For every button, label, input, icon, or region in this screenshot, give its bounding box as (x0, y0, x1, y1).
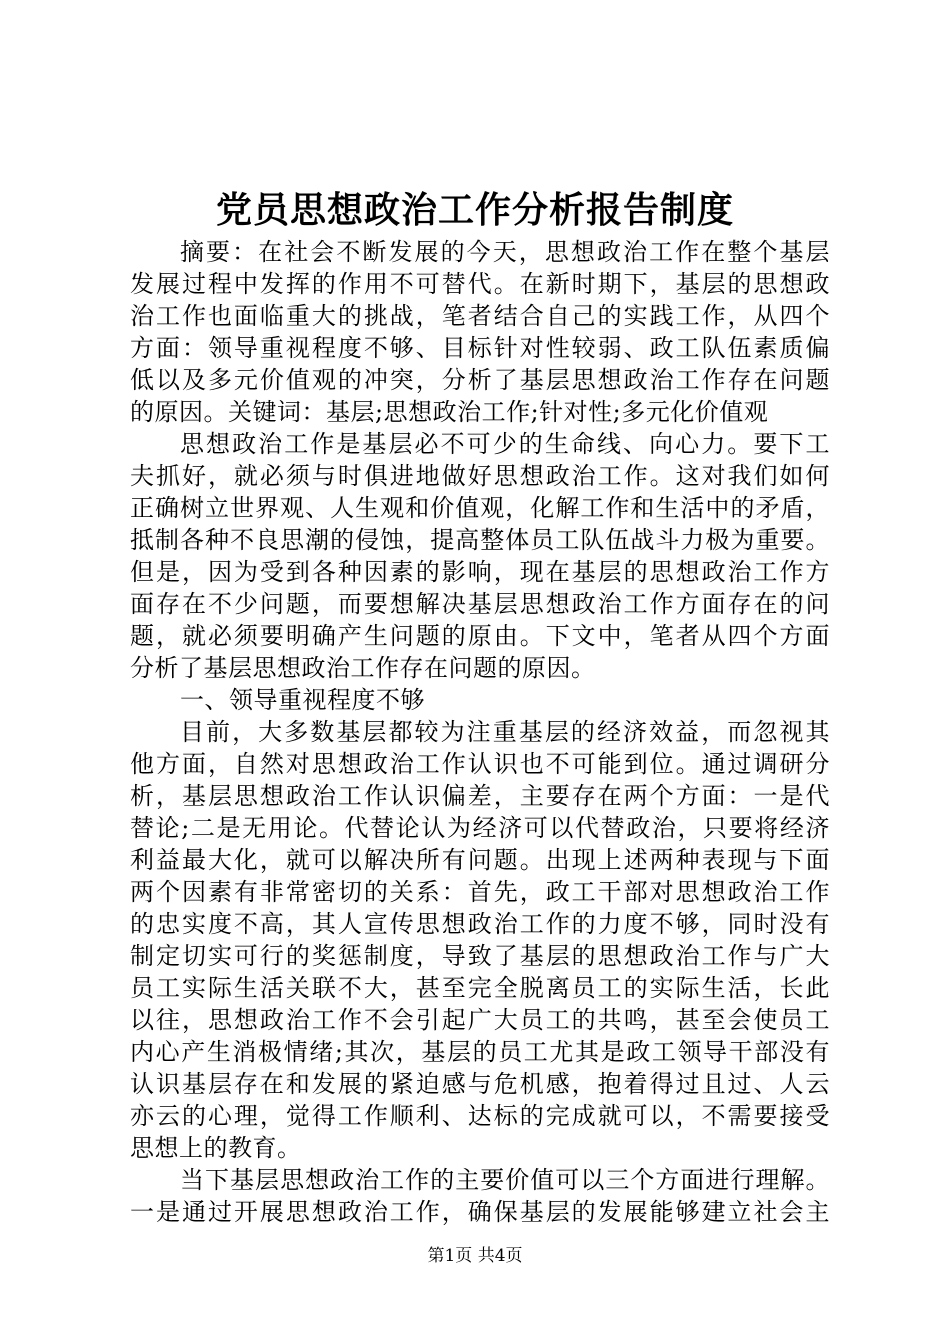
abstract-line-6: 的原因。关键词：基层;思想政治工作;针对性;多元化价值观 (130, 398, 769, 426)
abstract-line-4: 方面：领导重视程度不够、目标针对性较弱、政工队伍素质偏 (130, 334, 830, 362)
section1-line-4: 替论;二是无用论。代替论认为经济可以代替政治，只要将经济 (130, 814, 830, 842)
abstract-line-5: 低以及多元价值观的冲突，分析了基层思想政治工作存在问题 (130, 366, 830, 394)
intro-line-6: 面存在不少问题，而要想解决基层思想政治工作方面存在的问 (130, 590, 830, 618)
abstract-line-3: 治工作也面临重大的挑战，笔者结合自己的实践工作，从四个 (130, 302, 830, 330)
section1-line-8: 制定切实可行的奖惩制度，导致了基层的思想政治工作与广大 (130, 942, 830, 970)
document-title: 党员思想政治工作分析报告制度 (215, 189, 734, 231)
abstract-line-2: 发展过程中发挥的作用不可替代。在新时期下，基层的思想政 (130, 270, 830, 298)
intro-line-7: 题，就必须要明确产生问题的原由。下文中，笔者从四个方面 (130, 622, 830, 650)
abstract-line-1: 摘要：在社会不断发展的今天，思想政治工作在整个基层 (180, 238, 830, 266)
section1-line-10: 以往，思想政治工作不会引起广大员工的共鸣，甚至会使员工 (130, 1006, 830, 1034)
intro-line-1: 思想政治工作是基层必不可少的生命线、向心力。要下工 (180, 430, 830, 458)
value-line-2: 一是通过开展思想政治工作，确保基层的发展能够建立社会主 (130, 1198, 830, 1226)
value-line-1: 当下基层思想政治工作的主要价值可以三个方面进行理解。 (180, 1166, 830, 1194)
section1-line-12: 认识基层存在和发展的紧迫感与危机感，抱着得过且过、人云 (130, 1070, 830, 1098)
section1-line-1: 目前，大多数基层都较为注重基层的经济效益，而忽视其 (180, 718, 830, 746)
intro-line-8: 分析了基层思想政治工作存在问题的原因。 (130, 654, 596, 682)
section1-line-9: 员工实际生活关联不大，甚至完全脱离员工的实际生活，长此 (130, 974, 830, 1002)
intro-line-5: 但是，因为受到各种因素的影响，现在基层的思想政治工作方 (130, 558, 830, 586)
document-body (130, 236, 830, 1228)
intro-line-4: 抵制各种不良思潮的侵蚀，提高整体员工队伍战斗力极为重要。 (130, 526, 830, 554)
section1-line-3: 析，基层思想政治工作认识偏差，主要存在两个方面：一是代 (130, 782, 830, 810)
section1-line-14: 思想上的教育。 (130, 1134, 302, 1162)
intro-line-2: 夫抓好，就必须与时俱进地做好思想政治工作。这对我们如何 (130, 462, 830, 490)
page-footer: 第1页 共4页 (427, 1246, 523, 1266)
section1-line-7: 的忠实度不高，其人宣传思想政治工作的力度不够，同时没有 (130, 910, 830, 938)
intro-line-3: 正确树立世界观、人生观和价值观，化解工作和生活中的矛盾， (130, 494, 830, 522)
section1-line-5: 利益最大化，就可以解决所有问题。出现上述两种表现与下面 (130, 846, 830, 874)
section1-line-11: 内心产生消极情绪;其次，基层的员工尤其是政工领导干部没有 (130, 1038, 830, 1066)
section1-line-2: 他方面，自然对思想政治工作认识也不可能到位。通过调研分 (130, 750, 830, 778)
section-heading-1: 一、领导重视程度不够 (180, 686, 425, 714)
section1-line-13: 亦云的心理，觉得工作顺利、达标的完成就可以，不需要接受 (130, 1102, 830, 1130)
section1-line-6: 两个因素有非常密切的关系：首先，政工干部对思想政治工作 (130, 878, 830, 906)
